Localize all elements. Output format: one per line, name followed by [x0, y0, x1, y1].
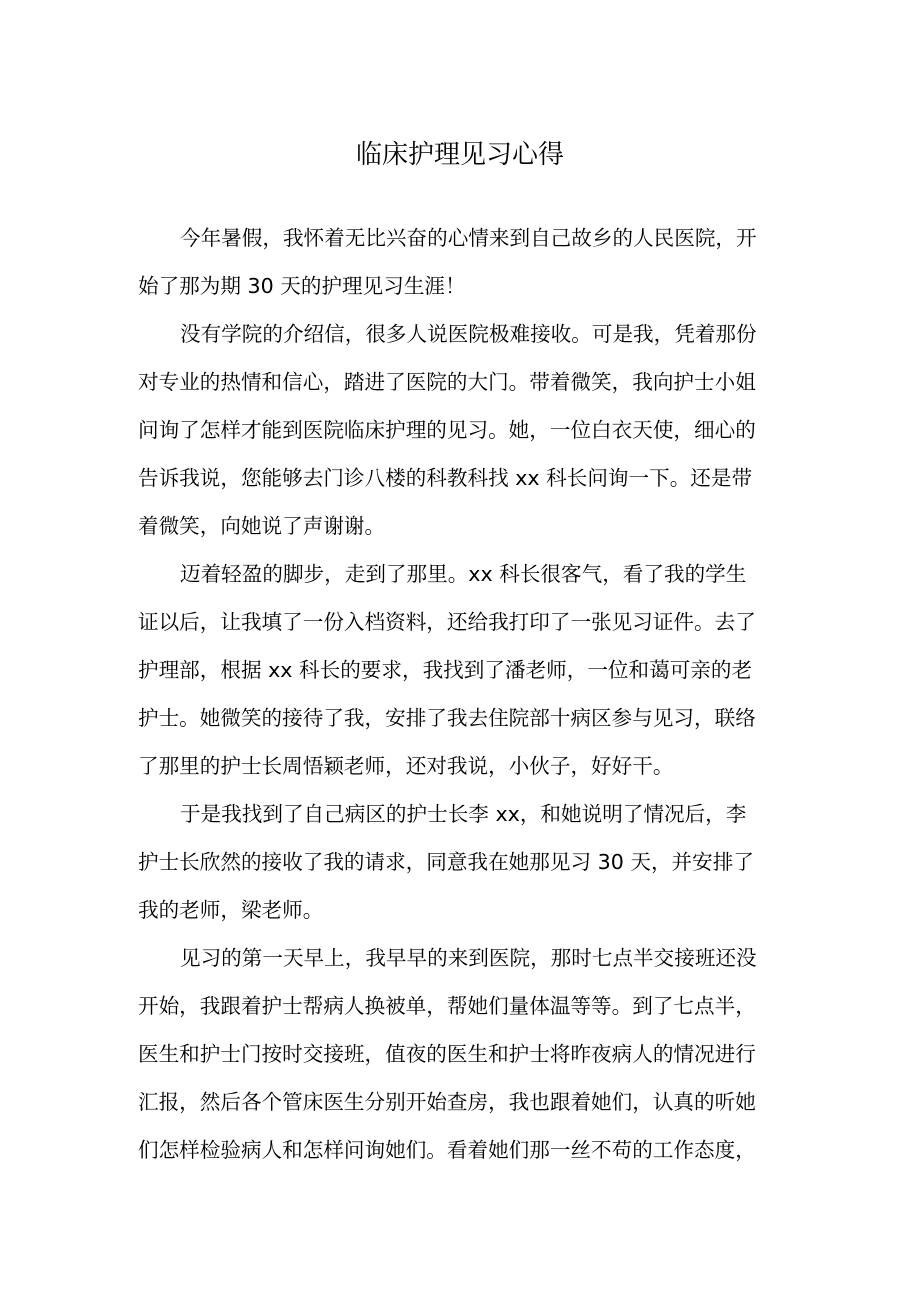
- text-line: 始了那为期 30 天的护理见习生涯！: [138, 274, 466, 298]
- text-line: 迈着轻盈的脚步，走到了那里。xx 科长很客气，看了我的学生: [180, 562, 747, 586]
- document-title: 临床护理见习心得: [355, 140, 564, 171]
- text-line: 着微笑，向她说了声谢谢。: [138, 514, 386, 538]
- document-body: [138, 214, 788, 1174]
- text-line: 开始，我跟着护士帮病人换被单，帮她们量体温等等。到了七点半，: [138, 994, 756, 1018]
- text-line: 我的老师，梁老师。: [138, 898, 324, 922]
- text-line: 见习的第一天早上，我早早的来到医院，那时七点半交接班还没: [180, 946, 757, 970]
- text-line: 护士长欣然的接收了我的请求，同意我在她那见习 30 天，并安排了: [138, 850, 754, 874]
- text-line: 告诉我说，您能够去门诊八楼的科教科找 xx 科长问询一下。还是带: [138, 466, 753, 490]
- text-line: 们怎样检验病人和怎样问询她们。看着她们那一丝不苟的工作态度，: [138, 1138, 756, 1162]
- text-line: 了那里的护士长周悟颖老师，还对我说，小伙子，好好干。: [138, 754, 674, 778]
- text-line: 问询了怎样才能到医院临床护理的见习。她，一位白衣天使，细心的: [138, 418, 756, 442]
- text-line: 护士。她微笑的接待了我，安排了我去住院部十病区参与见习，联络: [138, 706, 756, 730]
- text-line: 医生和护士门按时交接班，值夜的医生和护士将昨夜病人的情况进行: [138, 1042, 756, 1066]
- text-line: 护理部，根据 xx 科长的要求，我找到了潘老师，一位和蔼可亲的老: [138, 658, 753, 682]
- text-line: 汇报，然后各个管床医生分别开始查房，我也跟着她们，认真的听她: [138, 1090, 756, 1114]
- text-line: 于是我找到了自己病区的护士长李 xx，和她说明了情况后，李: [180, 802, 747, 826]
- text-line: 证以后，让我填了一份入档资料，还给我打印了一张见习证件。去了: [138, 610, 756, 634]
- text-line: 对专业的热情和信心，踏进了医院的大门。带着微笑，我向护士小姐: [138, 370, 756, 394]
- text-line: 今年暑假，我怀着无比兴奋的心情来到自己故乡的人民医院，开: [180, 226, 757, 250]
- text-line: 没有学院的介绍信，很多人说医院极难接收。可是我，凭着那份: [180, 322, 757, 346]
